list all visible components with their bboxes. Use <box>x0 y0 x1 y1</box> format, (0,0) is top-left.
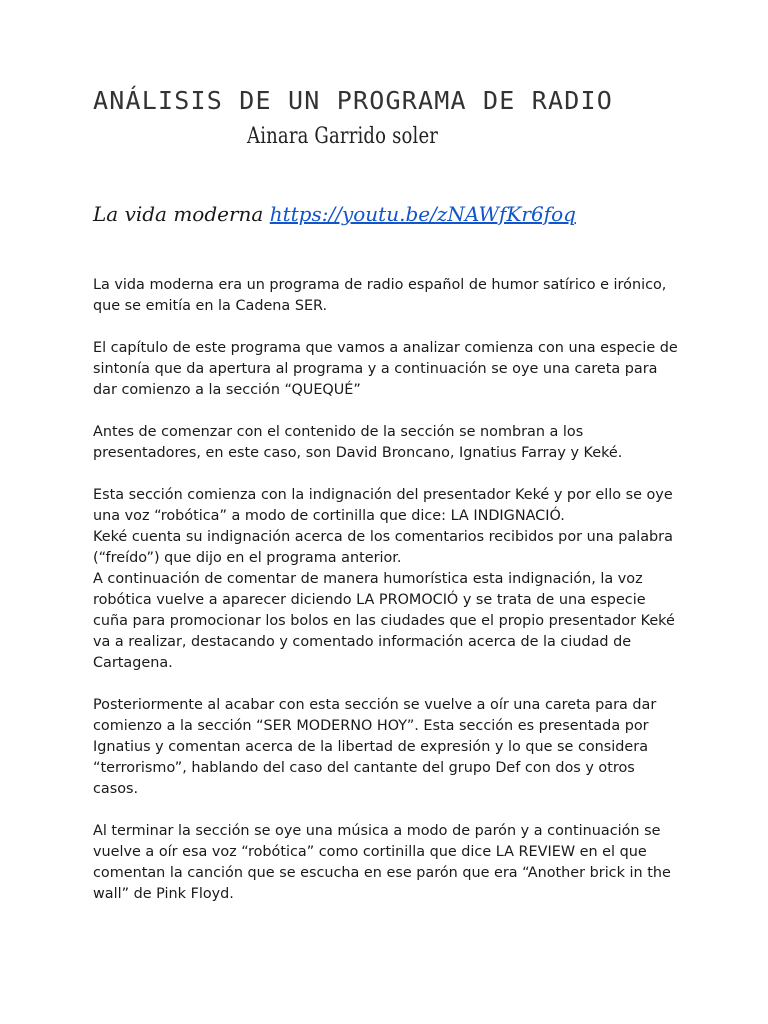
paragraph-opening: El capítulo de este programa que vamos a analizar comienza con una especie de sintonía que da apertura al programa y a continuación se oye una careta para dar comienzo a la sección “QUEQUÉ” <box>93 340 678 398</box>
document-body <box>93 275 683 926</box>
paragraph-ser-moderno: Posteriormente al acabar con esta sección se vuelve a oír una careta para dar comienzo a la sección “SER MODERNO HOY”. Esta sección es presentada por Ignatius y comentan acerca de la libertad de expresión y lo que se considera “terrorismo”, hablando del caso del cantante del grupo Def con dos y otros casos. <box>93 697 657 797</box>
paragraph-presenters: Antes de comenzar con el contenido de la sección se nombran a los presentadores, en este caso, son David Broncano, Ignatius Farray y Keké. <box>93 424 623 461</box>
document-title: ANÁLISIS DE UN PROGRAMA DE RADIO <box>93 86 614 115</box>
author-name: Ainara Garrido soler <box>247 124 439 149</box>
program-heading <box>93 202 576 226</box>
paragraph-indignacion: Esta sección comienza con la indignación del presentador Keké y por ello se oye una voz “robótica” a modo de cortinilla que dice: LA INDIGNACIÓ. <box>93 487 673 524</box>
paragraph-review: Al terminar la sección se oye una música a modo de parón y a continuación se vuelve a oír esa voz “robótica” como cortinilla que dice LA REVIEW en el que comentan la canción que se escucha en ese parón que era “Another brick in the wall” de Pink Floyd. <box>93 823 671 902</box>
paragraph-promocion: A continuación de comentar de manera humorística esta indignación, la voz robótica vuelve a aparecer diciendo LA PROMOCIÓ y se trata de una especie cuña para promocionar los bolos en las ciudades que el propio presentador Keké va a realizar, destacando y comentado información acerca de la ciudad de Cartagena. <box>93 571 675 671</box>
youtube-link[interactable]: https://youtu.be/zNAWfKr6foq <box>269 202 576 226</box>
paragraph-keke: Keké cuenta su indignación acerca de los comentarios recibidos por una palabra (“freído”) que dijo en el programa anterior. <box>93 529 673 566</box>
program-name: La vida moderna <box>93 202 270 226</box>
paragraph-intro: La vida moderna era un programa de radio español de humor satírico e irónico, que se emitía en la Cadena SER. <box>93 277 667 314</box>
